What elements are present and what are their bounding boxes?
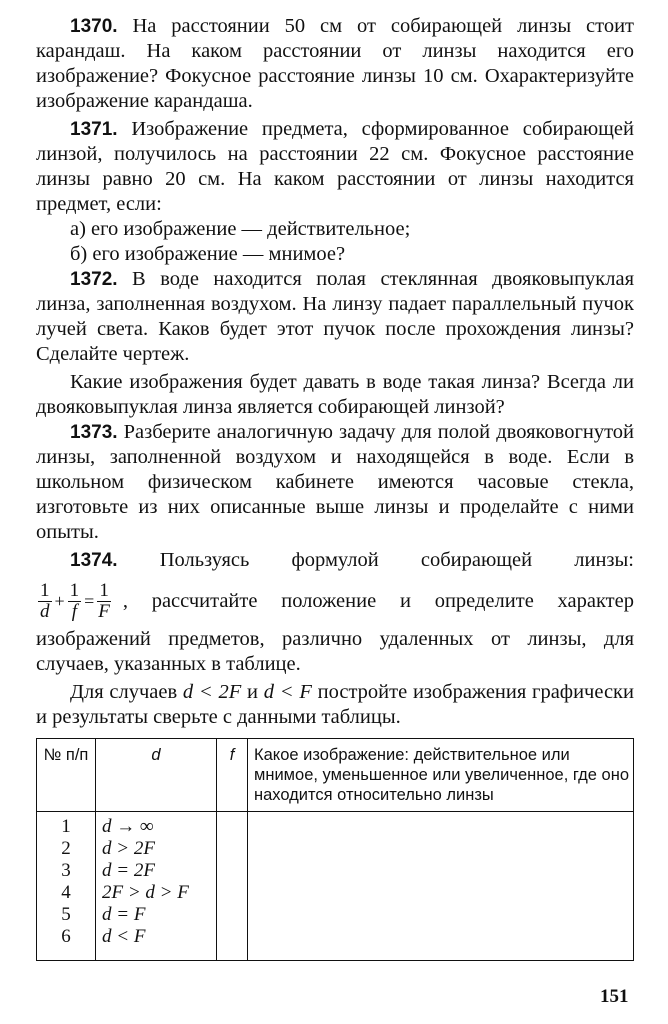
page-number: 151 bbox=[600, 986, 629, 1007]
table-body-row bbox=[37, 812, 634, 961]
image-type-cell bbox=[248, 812, 634, 961]
problem-text: На расстоянии 50 см от собирающей линзы стоит карандаш. На каком расстоянии от линзы находится его изображение? Фокусное расстояние линзы 10 см. Охарактеризуйте изображение карандаша. bbox=[36, 15, 634, 112]
problem-text: Пользуясь формулой собирающей линзы: bbox=[159, 549, 634, 571]
header-number: № п/п bbox=[37, 739, 96, 812]
condition: 2F > d > F bbox=[102, 882, 189, 903]
option-b: б) его изображение — мнимое? bbox=[70, 243, 346, 265]
condition-d-lt-F: d < F bbox=[263, 681, 312, 703]
row-numbers-cell bbox=[37, 812, 96, 961]
lens-formula bbox=[36, 575, 634, 627]
problem-text: Изображение предмета, сформированное собирающей линзой, получилось на расстоянии 22 см. Фокусное расстояние линзы равно 20 см. На каком расстоянии от линзы находится предмет, если: bbox=[36, 118, 634, 215]
problem-1374-text3: Для случаев d < 2F и d < F постройте изображения графически и результаты сверьте с данными таблицы. bbox=[36, 681, 634, 728]
cases-table bbox=[36, 738, 634, 961]
page-content bbox=[36, 14, 634, 961]
problem-number: 1373. bbox=[70, 422, 118, 443]
problem-1374-text2: изображений предметов, различно удаленных от линзы, для случаев, указанных в таблице. bbox=[36, 628, 634, 675]
table-row: 2 bbox=[61, 838, 71, 859]
table-row: 4 bbox=[61, 882, 71, 903]
condition: d = F bbox=[102, 904, 146, 925]
table-row: 6 bbox=[61, 926, 71, 947]
formula-continuation: , рассчитайте положение и определите характер bbox=[122, 589, 634, 612]
fraction-1-over-d: $\frac{1}{d}$ bbox=[40, 579, 50, 622]
problem-number: 1372. bbox=[70, 269, 118, 290]
problem-1374 bbox=[36, 548, 634, 573]
problem-1372-extra: Какие изображения будет давать в воде такая линза? Всегда ли двояковыпуклая линза является собирающей линзой? bbox=[36, 371, 634, 418]
condition: d < F bbox=[102, 926, 146, 947]
problem-number: 1370. bbox=[70, 16, 118, 37]
table-row: 3 bbox=[61, 860, 71, 881]
conditions-cell bbox=[96, 812, 217, 961]
equals-sign: = bbox=[84, 590, 95, 611]
condition: d = 2F bbox=[102, 860, 155, 881]
header-image-type: Какое изображение: действительное или мнимое, уменьшенное или увеличенное, где оно находится относительно линзы bbox=[248, 739, 634, 812]
header-d: d bbox=[96, 739, 217, 812]
problem-number: 1371. bbox=[70, 119, 118, 140]
problem-1370 bbox=[36, 14, 634, 114]
condition-d-lt-2F: d < 2F bbox=[182, 681, 242, 703]
problem-text: В воде находится полая стеклянная двояковыпуклая линза, заполненная воздухом. На линзу падает параллельный пучок лучей света. Каков будет этот пучок после прохождения линзы? Сделайте чертеж. bbox=[36, 268, 635, 365]
problem-1373 bbox=[36, 420, 634, 545]
problem-1371 bbox=[36, 117, 634, 217]
header-f: f bbox=[217, 739, 248, 812]
problem-number: 1374. bbox=[70, 550, 118, 571]
problem-text: Разберите аналогичную задачу для полой двояковогнутой линзы, заполненной воздухом и находящейся в воде. Если в школьном физическом кабинете имеются часовые стекла, изготовьте из них описанные выше линзы и проделайте с ними опыты. bbox=[36, 421, 634, 543]
table-header-row bbox=[37, 739, 634, 812]
problem-1372 bbox=[36, 267, 634, 367]
f-cell bbox=[217, 812, 248, 961]
condition: d → ∞ bbox=[102, 816, 154, 837]
fraction-1-over-f: $\frac{1}{f}$ bbox=[69, 579, 80, 622]
option-a: а) его изображение — действительное; bbox=[70, 218, 411, 240]
fraction-1-over-F: $\frac{1}{F}$ bbox=[98, 579, 110, 622]
condition: d > 2F bbox=[102, 838, 155, 859]
table-row: 1 bbox=[61, 816, 71, 837]
plus-sign: + bbox=[54, 590, 65, 611]
table-row: 5 bbox=[61, 904, 71, 925]
